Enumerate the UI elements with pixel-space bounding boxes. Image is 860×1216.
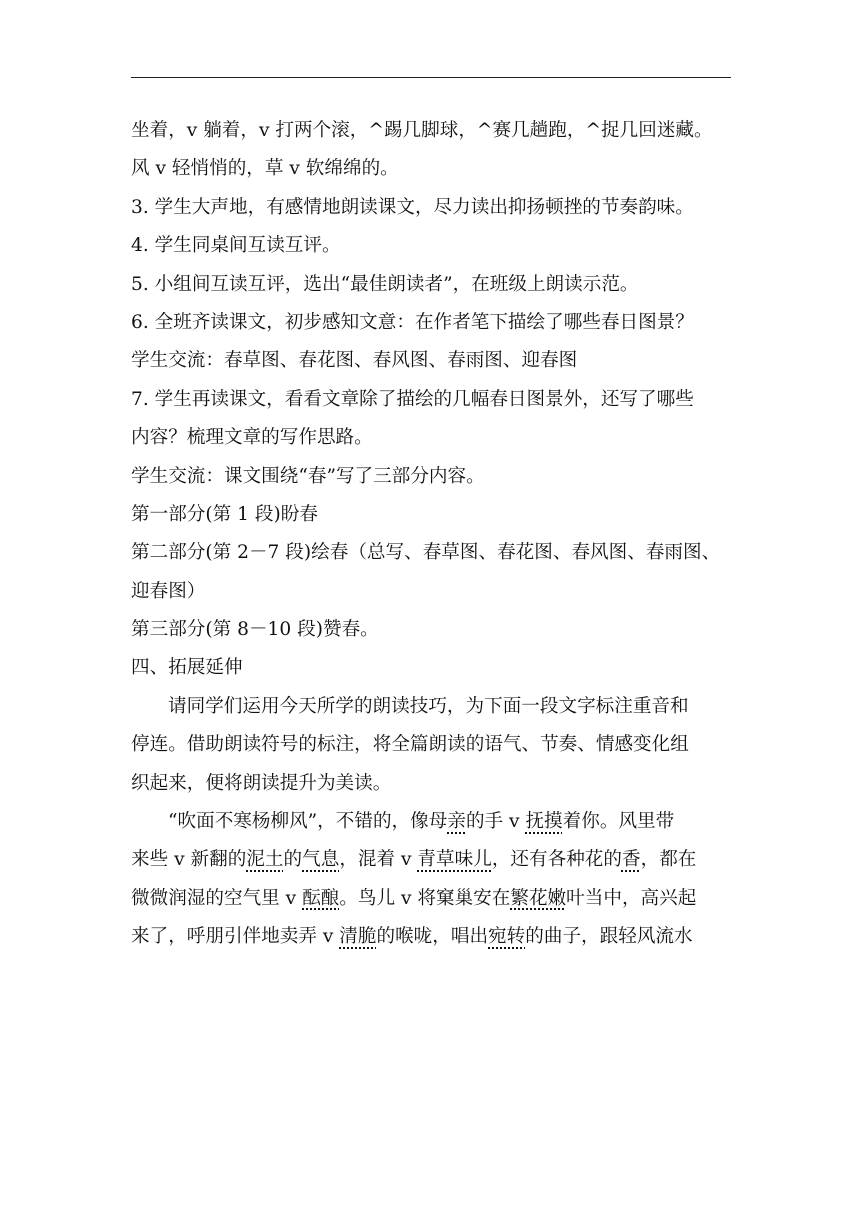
text-line: 迎春图） [131, 580, 206, 602]
stress-mark: 繁花嫩 [510, 887, 567, 909]
stress-mark: 抚摸 [525, 811, 563, 833]
text-run: ，还有各种花的 [491, 849, 622, 871]
marked-text-line [131, 880, 731, 918]
text-line: 第二部分(第 2－7 段)绘春（总写、春草图、春花图、春风图、春雨图、 [131, 542, 721, 564]
stress-mark: 青草味儿 [417, 849, 492, 871]
stress-mark: 香 [621, 849, 641, 871]
text-line: 学生交流：春草图、春花图、春风图、春雨图、迎春图 [131, 350, 578, 372]
section-heading: 四、拓展延伸 [131, 657, 243, 679]
text-line: 停连。借助朗读符号的标注，将全篇朗读的语气、节奏、情感变化组 [131, 734, 689, 756]
text-run: 来了，呼朋引伴地卖弄 v [131, 926, 340, 948]
stress-mark: 泥土 [246, 849, 284, 871]
document-body [131, 112, 731, 957]
text-line: 织起来，便将朗读提升为美读。 [131, 772, 392, 794]
text-line: 4. 学生同桌间互读互评。 [131, 235, 341, 257]
text-run: ，混着 v [339, 849, 418, 871]
text-run: 微微润湿的空气里 v [131, 887, 303, 909]
text-run: 叶当中，高兴起 [566, 887, 697, 909]
stress-mark: 清脆 [339, 926, 377, 948]
text-line: 第三部分(第 8－10 段)赞春。 [131, 619, 379, 641]
text-run: 的喉咙，唱出 [376, 926, 489, 948]
marked-text-line [131, 841, 731, 879]
text-run: 。鸟儿 v 将窠巢安在 [339, 887, 511, 909]
text-line: 6. 全班齐读课文，初步感知文意：在作者笔下描绘了哪些春日图景？ [131, 311, 694, 333]
text-run: 的曲子，跟轻风流水 [525, 926, 693, 948]
text-line: 坐着，v 躺着，v 打两个滚，^踢几脚球，^赛几趟跑，^捉几回迷藏。 [131, 120, 713, 141]
text-line: 3. 学生大声地，有感情地朗读课文，尽力读出抑扬顿挫的节奏韵味。 [131, 196, 694, 218]
stress-mark: 气息 [302, 849, 340, 871]
marked-text-line [131, 803, 731, 841]
text-line: 5. 小组间互读互评，选出“最佳朗读者”，在班级上朗读示范。 [131, 273, 639, 295]
stress-mark: 酝酿 [302, 887, 340, 909]
header-rule [131, 77, 731, 78]
text-line: 内容？梳理文章的写作思路。 [131, 427, 373, 449]
text-line: 请同学们运用今天所学的朗读技巧，为下面一段文字标注重音和 [168, 695, 689, 717]
text-line: 7. 学生再读课文，看看文章除了描绘的几幅春日图景外，还写了哪些 [131, 388, 694, 410]
text-line: 学生交流：课文围绕“春”写了三部分内容。 [131, 465, 485, 487]
text-run: “吹面不寒杨柳风”，不错的，像母 [168, 811, 448, 833]
text-line: 风 v 轻悄悄的，草 v 软绵绵的。 [131, 158, 399, 180]
text-run: 着你。风里带 [562, 811, 675, 833]
marked-text-line [131, 918, 731, 956]
stress-mark: 亲 [447, 811, 466, 833]
text-run: 的手 v [465, 811, 526, 833]
text-run: ，都在 [640, 849, 697, 871]
text-run: 来些 v 新翻的 [131, 849, 247, 871]
text-line: 第一部分(第 1 段)盼春 [131, 503, 318, 525]
text-run: 的 [283, 849, 303, 871]
stress-mark: 宛转 [488, 926, 526, 948]
